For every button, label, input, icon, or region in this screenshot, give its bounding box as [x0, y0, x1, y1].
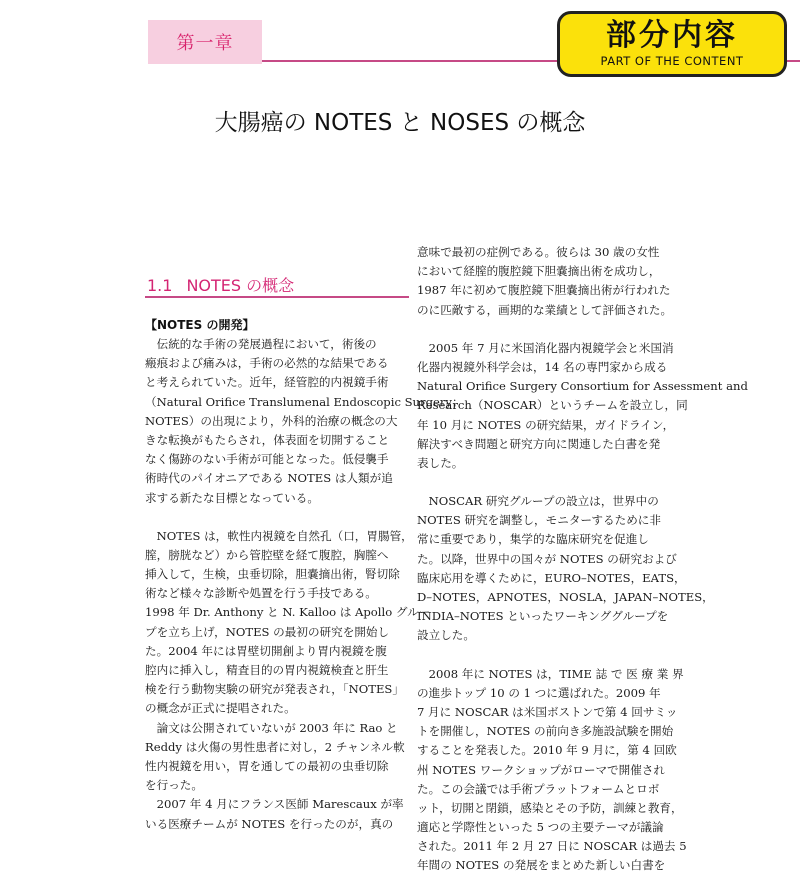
badge-sub-text: PART OF THE CONTENT [600, 54, 744, 68]
text-line: 解決すべき問題と研究方向に関連した白書を発 [417, 436, 661, 451]
text-line: において経膣的腹腔鏡下胆嚢摘出術を成功し， [417, 264, 661, 279]
text-line: きな転換がもたらされ，体表面を切開すること [145, 432, 390, 447]
text-line: なく傷跡のない手術が可能となった。低侵襲手 [145, 452, 389, 467]
subheading: 【NOTES の開発】 [145, 318, 255, 332]
text-line: プを立ち上げ，NOTES の最初の研究を開始し [145, 624, 390, 639]
text-line: NOTES は，軟性内視鏡を自然孔（口，胃腸管， [145, 528, 413, 543]
text-line: することを発表した。2010 年 9 月に，第 4 回欧 [417, 743, 677, 758]
right-paragraph-3 [417, 492, 714, 646]
right-paragraph-1 [417, 243, 679, 320]
section-heading [147, 273, 294, 296]
text-line: た。2004 年には胃壁切開創より胃内視鏡を腹 [145, 643, 387, 658]
text-line: 州 NOTES ワークショップがローマで開催され [417, 762, 666, 777]
text-line: Reddy は火傷の男性患者に対し，2 チャンネル軟 [145, 739, 405, 754]
part-of-content-badge [557, 11, 787, 77]
text-line: 論文は公開されていないが 2003 年に Rao と [145, 720, 398, 735]
text-line: 膣，膀胱など）から管腔壁を経て腹腔，胸膣へ [145, 547, 389, 562]
right-column [417, 243, 748, 876]
text-line: 腔内に挿入し，精査目的の胃内視鏡検査と肝生 [145, 663, 389, 677]
text-line: Natural Orifice Surgery Consortium for Assessment and [417, 379, 748, 394]
text-line: 求する新たな目標となっている。 [145, 490, 319, 505]
right-paragraph-4 [417, 665, 687, 876]
text-line: 2007 年 4 月にフランス医師 Marescaux が率 [145, 797, 404, 812]
text-line: 2008 年に NOTES は，TIME 誌 で 医 療 業 界 [417, 666, 684, 681]
text-line: INDIA–NOTES といったワーキンググループを [417, 609, 669, 624]
text-line: 化器内視鏡外科学会は，14 名の専門家から成る [417, 359, 668, 374]
text-line: 1987 年に初めて腹腔鏡下胆嚢摘出術が行われた [417, 283, 671, 298]
text-line: と考えられていた。近年，経管腔的内視鏡手術 [145, 375, 389, 390]
paragraph-gap [417, 646, 679, 665]
paragraph-gap [145, 508, 407, 527]
text-line: NOTES 研究を調整し，モニターするために非 [417, 513, 661, 528]
text-line: 年間の NOTES の発展をまとめた新しい白書を [417, 858, 666, 873]
text-line: （Natural Orifice Translumenal Endoscopic Surgery； [145, 394, 464, 409]
text-line: た。以降，世界中の国々が NOTES の研究および [417, 551, 677, 566]
text-line: Research（NOSCAR）というチームを設立し，同 [417, 398, 688, 413]
text-line: を行った。 [145, 778, 203, 793]
text-line: 検を行う動物実験の研究が発表され，「NOTES」 [145, 682, 404, 697]
text-line: 7 月に NOSCAR は米国ボストンで第 4 回サミッ [417, 704, 678, 719]
text-line: ット，切開と閉鎖，感染とその予防，訓練と教育， [417, 800, 683, 815]
text-line: 臨床応用を導くために，EURO–NOTES，EATS， [417, 570, 686, 585]
chapter-label: 第一章 [176, 33, 234, 54]
chapter-tab [148, 20, 262, 64]
badge-main-text: 部分内容 [606, 18, 738, 53]
text-line: D–NOTES，APNOTES，NOSLA，JAPAN–NOTES， [417, 590, 714, 604]
paragraph-gap [417, 320, 679, 339]
text-line: 年 10 月に NOTES の研究結果，ガイドライン， [417, 417, 675, 432]
text-line: いる医療チームが NOTES を行ったのが，真の [145, 816, 394, 831]
text-line: 設立した。 [417, 628, 475, 643]
text-line: 性内視鏡を用い，胃を通しての最初の虫垂切除 [145, 758, 389, 773]
text-line: NOTES）の出現により，外科的治療の概念の大 [145, 413, 398, 428]
text-line: の概念が正式に提唱された。 [145, 701, 296, 716]
text-line: 1998 年 Dr. Anthony と N. Kalloo は Apollo グルー [145, 605, 431, 620]
right-paragraph-2 [417, 339, 748, 473]
text-line: のに匹敵する，画期的な業績として評価された。 [417, 302, 673, 317]
paragraph-gap [417, 473, 679, 492]
text-line: 意味で最初の症例である。彼らは 30 歳の女性 [417, 245, 660, 259]
text-line: 挿入して，生検，虫垂切除，胆嚢摘出術，腎切除 [145, 567, 400, 582]
text-line: された。2011 年 2 月 27 日に NOSCAR は過去 5 [417, 839, 687, 854]
text-line: 瘢痕および痛みは，手術の必然的な結果である [145, 356, 389, 371]
text-line: 2005 年 7 月に米国消化器内視鏡学会と米国消 [417, 340, 674, 355]
text-line: NOSCAR 研究グループの設立は，世界中の [417, 494, 659, 509]
text-line: 適応と学際性といった 5 つの主要テーマが議論 [417, 820, 664, 835]
text-line: 常に重要であり，集学的な臨床研究を促進し [417, 532, 649, 547]
section-title: NOTES の概念 [186, 276, 295, 295]
section-divider [145, 296, 409, 298]
left-paragraph-2 [145, 527, 431, 834]
text-line: 術時代のパイオニアである NOTES は人類が追 [145, 471, 393, 486]
page-title: 大腸癌の NOTES と NOSES の概念 [214, 110, 586, 136]
text-line: 術など様々な診断や処置を行う手技である。 [145, 586, 377, 601]
text-line: の進歩トップ 10 の 1 つに選ばれた。2009 年 [417, 685, 661, 700]
section-number: 1.1 [147, 276, 173, 295]
text-line: トを開催し，NOTES の前向き多施設試験を開始 [417, 724, 674, 739]
text-line: た。この会議では手術プラットフォームとロボ [417, 781, 660, 796]
text-line: 伝統的な手術の発展過程において，術後の [145, 337, 377, 351]
text-line: 表した。 [417, 455, 464, 470]
